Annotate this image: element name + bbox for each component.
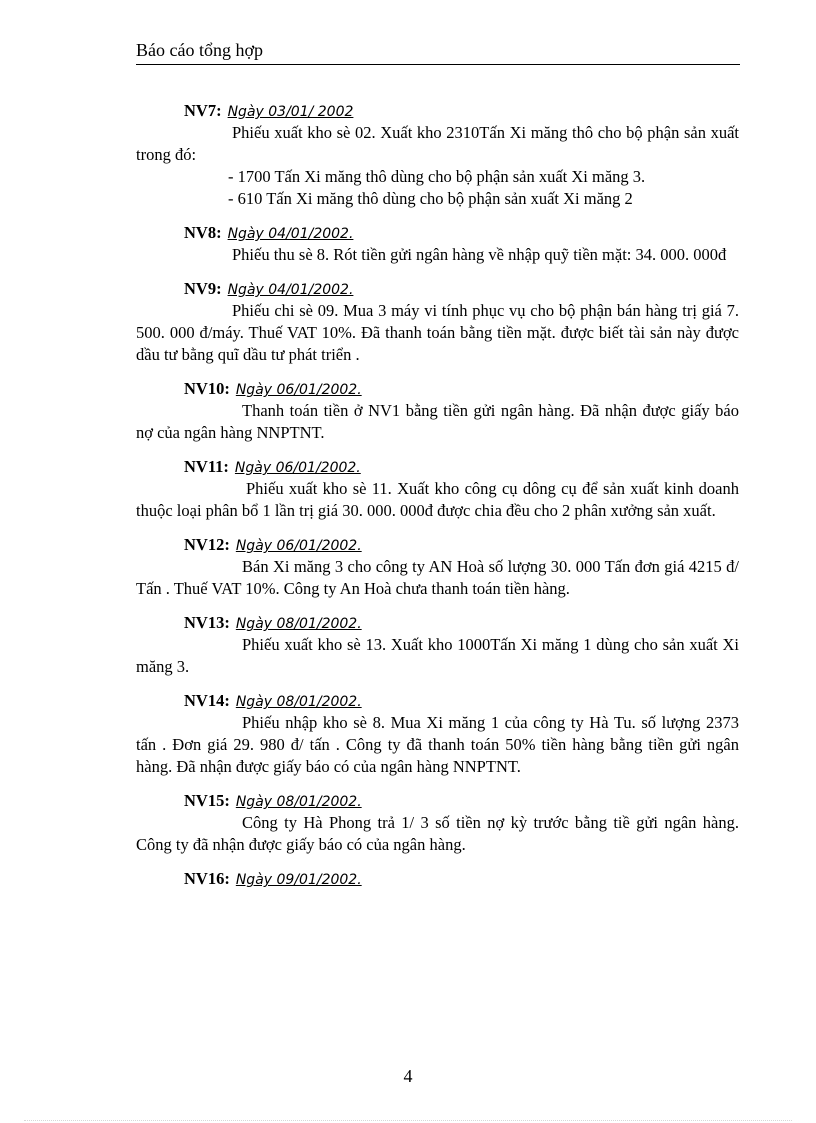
entry-date: Ngày 08/01/2002. xyxy=(235,694,362,710)
entry-date: Ngày 04/01/2002. xyxy=(227,282,354,298)
entry-code: NV11: xyxy=(184,457,229,476)
entry-text: Bán Xi măng 3 cho công ty AN Hoà số lượng 30. 000 Tấn đơn giá 4215 đ/ Tấn . Thuế VAT 10%. Công ty An Hoà chưa thanh toán tiền hàng. xyxy=(136,557,739,598)
entry-date: Ngày 04/01/2002. xyxy=(227,226,354,242)
entry-sub-item: - 610 Tấn Xi măng thô dùng cho bộ phận sản xuất Xi măng 2 xyxy=(228,189,633,208)
entry-heading xyxy=(136,690,739,712)
entry-date: Ngày 06/01/2002. xyxy=(235,382,362,398)
entry-heading xyxy=(136,100,739,122)
entry-code: NV8: xyxy=(184,223,222,242)
transaction-entry xyxy=(136,456,739,522)
transaction-entry xyxy=(136,690,739,778)
entry-text: Phiếu nhập kho sè 8. Mua Xi măng 1 của công ty Hà Tu. số lượng 2373 tấn . Đơn giá 29. 980 đ/ tấn . Công ty đã thanh toán 50% tiền hàng bằng tiền gửi ngân hàng. Đã nhận được giấy báo có của ngân hàng NNPTNT. xyxy=(136,713,739,776)
entry-date: Ngày 06/01/2002. xyxy=(235,538,362,554)
entry-code: NV12: xyxy=(184,535,230,554)
transaction-entry xyxy=(136,868,739,890)
entry-date: Ngày 09/01/2002. xyxy=(235,872,362,888)
entry-text: Phiếu xuất kho sè 02. Xuất kho 2310Tấn Xi măng thô cho bộ phận sản xuất trong đó: xyxy=(136,123,739,164)
entry-text: Phiếu chi sè 09. Mua 3 máy vi tính phục vụ cho bộ phận bán hàng trị giá 7. 500. 000 đ/máy. Thuế VAT 10%. Đã thanh toán bằng tiền mặt. được biết tài sản này được dầu tư bằng quĩ dầu tư phát triển . xyxy=(136,301,739,364)
entry-text: Phiếu xuất kho sè 13. Xuất kho 1000Tấn Xi măng 1 dùng cho sản xuất Xi măng 3. xyxy=(136,635,739,676)
entry-code: NV10: xyxy=(184,379,230,398)
page-bottom-divider xyxy=(24,1120,792,1121)
transaction-entry xyxy=(136,534,739,600)
transaction-list xyxy=(136,100,739,902)
entry-code: NV15: xyxy=(184,791,230,810)
entry-heading xyxy=(136,868,739,890)
transaction-entry xyxy=(136,278,739,366)
transaction-entry xyxy=(136,222,739,266)
page-number: 4 xyxy=(403,1066,413,1086)
entry-heading xyxy=(136,790,739,812)
entry-heading xyxy=(136,278,739,300)
entry-heading xyxy=(136,612,739,634)
entry-code: NV14: xyxy=(184,691,230,710)
entry-code: NV13: xyxy=(184,613,230,632)
entry-code: NV7: xyxy=(184,101,222,120)
entry-text: Thanh toán tiền ở NV1 bằng tiền gửi ngân hàng. Đã nhận được giấy báo nợ của ngân hàng NNPTNT. xyxy=(136,401,739,442)
entry-heading xyxy=(136,222,739,244)
entry-date: Ngày 06/01/2002. xyxy=(234,460,361,476)
entry-text: Phiếu xuất kho sè 11. Xuất kho công cụ dông cụ để sản xuất kinh doanh thuộc loại phân bổ 1 lần trị giá 30. 000. 000đ được chia đều cho 2 phân xưởng sản xuất. xyxy=(136,479,739,520)
entry-date: Ngày 03/01/ 2002 xyxy=(227,104,354,120)
transaction-entry xyxy=(136,612,739,678)
transaction-entry xyxy=(136,378,739,444)
entry-text: Công ty Hà Phong trả 1/ 3 số tiền nợ kỳ trước bằng tiề gửi ngân hàng. Công ty đã nhận được giấy báo có của ngân hàng. xyxy=(136,813,739,854)
entry-sub-item: - 1700 Tấn Xi măng thô dùng cho bộ phận sản xuất Xi măng 3. xyxy=(228,167,646,186)
transaction-entry xyxy=(136,790,739,856)
entry-date: Ngày 08/01/2002. xyxy=(235,794,362,810)
entry-heading xyxy=(136,456,739,478)
transaction-entry xyxy=(136,100,739,210)
entry-code: NV16: xyxy=(184,869,230,888)
page-header xyxy=(136,38,740,65)
entry-text: Phiếu thu sè 8. Rót tiền gửi ngân hàng về nhập quỹ tiền mặt: 34. 000. 000đ xyxy=(232,245,727,264)
header-title: Báo cáo tổng hợp xyxy=(136,40,263,60)
entry-code: NV9: xyxy=(184,279,222,298)
entry-heading xyxy=(136,378,739,400)
entry-heading xyxy=(136,534,739,556)
entry-date: Ngày 08/01/2002. xyxy=(235,616,362,632)
